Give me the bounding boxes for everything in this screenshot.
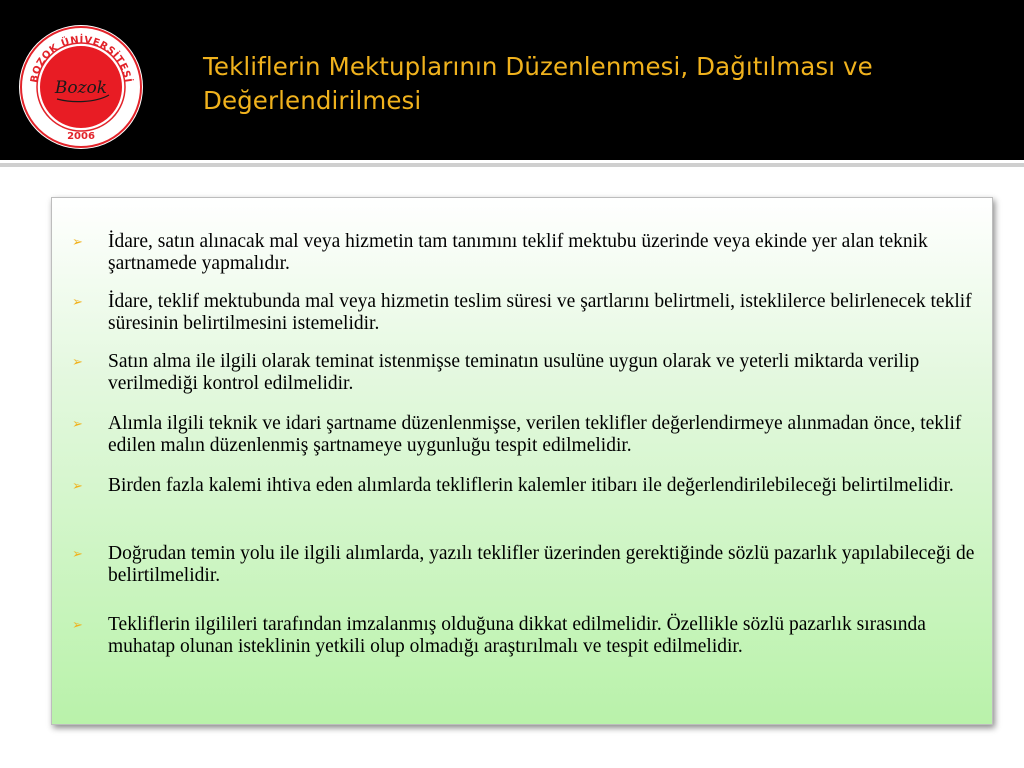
list-item bbox=[72, 475, 977, 497]
list-item-text: Tekliflerin ilgilileri tarafından imzalanmış olduğuna dikkat edilmelidir. Özellikle sözlü pazarlık sırasında muhatap olunan isteklinin yetkili olup olmadığı araştırılmalı ve tespit edilmelidir. bbox=[108, 614, 926, 657]
list-item bbox=[72, 614, 977, 657]
content-box bbox=[51, 197, 993, 725]
list-item-text: Birden fazla kalemi ihtiva eden alımlarda tekliflerin kalemler itibarı ile değerlendirilebileceği belirtilmelidir. bbox=[108, 475, 954, 496]
logo-script-text: Bozok bbox=[54, 78, 108, 98]
logo-year: 2006 bbox=[67, 131, 95, 142]
slide-title: Tekliflerin Mektuplarının Düzenlenmesi, Dağıtılması ve Değerlendirilmesi bbox=[203, 52, 873, 115]
arrow-right-icon: ➢ bbox=[72, 234, 83, 249]
list-item-text: Doğrudan temin yolu ile ilgili alımlarda, yazılı teklifler üzerinden gerektiğinde sözlü pazarlık yapılabileceği de belirtilmelidir. bbox=[108, 543, 975, 586]
list-item bbox=[72, 231, 977, 274]
university-logo bbox=[17, 23, 145, 151]
arrow-right-icon: ➢ bbox=[72, 546, 83, 561]
list-item bbox=[72, 543, 977, 586]
slide-header bbox=[0, 0, 1024, 160]
logo-arc-text: BOZOK ÜNİVERSİTESİ bbox=[29, 34, 133, 84]
list-item-text: İdare, teklif mektubunda mal veya hizmetin teslim süresi ve şartlarını belirtmeli, isteklilerce belirlenecek teklif süresinin belirtilmesini istemelidir. bbox=[108, 291, 972, 334]
list-item-text: Satın alma ile ilgili olarak teminat istenmişse teminatın usulüne uygun olarak ve yeterli miktarda verilip verilmediği kontrol edilmelidir. bbox=[108, 351, 920, 394]
list-item bbox=[72, 291, 977, 334]
arrow-right-icon: ➢ bbox=[72, 617, 83, 632]
list-item bbox=[72, 351, 977, 394]
arrow-right-icon: ➢ bbox=[72, 294, 83, 309]
list-item-text: Alımla ilgili teknik ve idari şartname düzenlenmişse, verilen teklifler değerlendirmeye alınmadan önce, teklif edilen malın düzenlenmiş şartnameye uygunluğu tespit edilmelidir. bbox=[108, 413, 962, 456]
arrow-right-icon: ➢ bbox=[72, 416, 83, 431]
list-item bbox=[72, 413, 977, 456]
arrow-right-icon: ➢ bbox=[72, 354, 83, 369]
arrow-right-icon: ➢ bbox=[72, 478, 83, 493]
header-divider bbox=[0, 163, 1024, 167]
list-item-text: İdare, satın alınacak mal veya hizmetin tam tanımını teklif mektubu üzerinde veya ekinde yer alan teknik şartnamede yapmalıdır. bbox=[108, 231, 928, 274]
